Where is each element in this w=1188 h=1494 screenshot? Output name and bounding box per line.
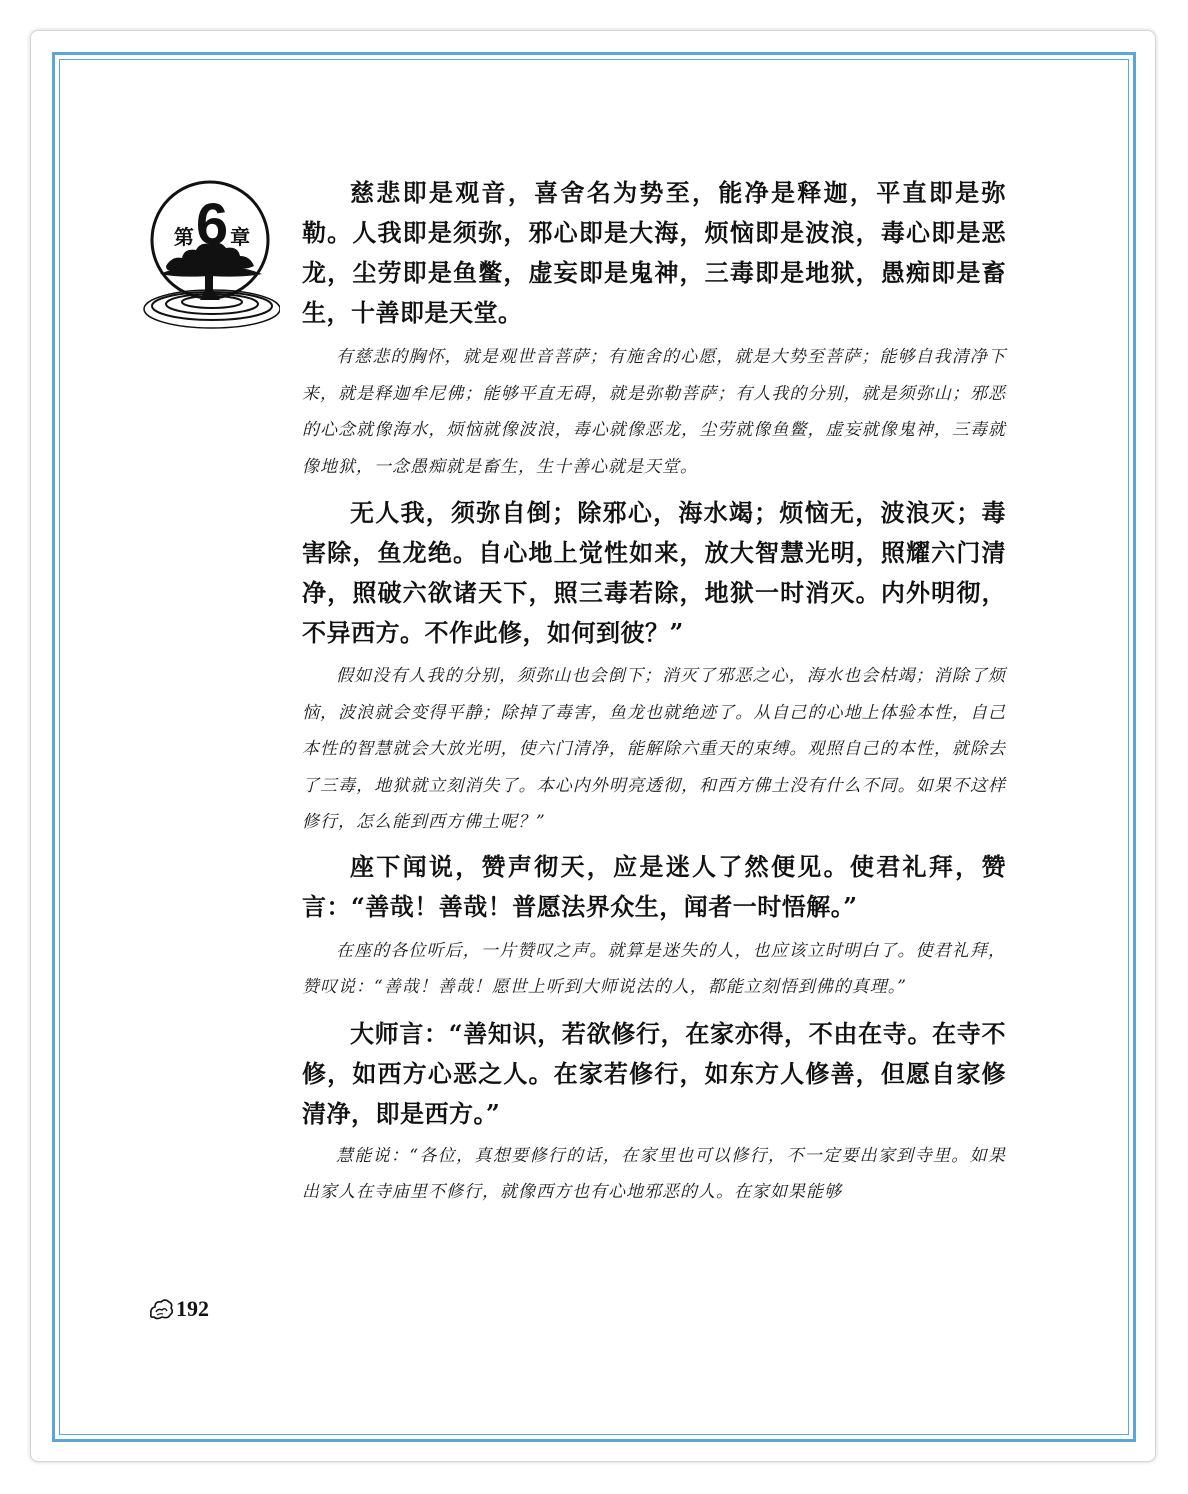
page-number: 192 <box>176 1296 209 1321</box>
chapter-suffix: 章 <box>230 225 251 249</box>
page-body <box>302 173 1006 1218</box>
cloud-ornament-icon <box>148 1296 174 1322</box>
page-footer <box>148 1296 209 1322</box>
original-text-paragraph: 慈悲即是观音，喜舍名为势至，能净是释迦，平直即是弥勒。人我即是须弥，邪心即是大海，烦恼即是波浪，毒心即是恶龙，尘劳即是鱼鳖，虚妄即是鬼神，三毒即是地狱，愚痴即是畜生，十善即是天堂。 <box>302 178 1006 327</box>
translation-paragraph: 慧能说：“各位，真想要修行的话，在家里也可以修行，不一定要出家到寺里。如果出家人在寺庙里不修行，就像西方也有心地邪恶的人。在家如果能够 <box>302 1145 1006 1202</box>
original-text-paragraph: 大师言：“善知识，若欲修行，在家亦得，不由在寺。在寺不修，如西方心恶之人。在家若修行，如东方人修善，但愿自家修清净，即是西方。” <box>302 1018 1006 1128</box>
chapter-prefix: 第 <box>173 225 194 249</box>
original-text-paragraph: 无人我，须弥自倒；除邪心，海水竭；烦恼无，波浪灭；毒害除，鱼龙绝。自心地上觉性如来，放大智慧光明，照耀六门清净，照破六欲诸天下，照三毒若除，地狱一时消灭。内外明彻，不异西方。不作此修，如何到彼？” <box>302 498 1006 647</box>
translation-paragraph: 有慈悲的胸怀，就是观世音菩萨；有施舍的心愿，就是大势至菩萨；能够自我清净下来，就是释迦牟尼佛；能够平直无碍，就是弥勒菩萨；有人我的分别，就是须弥山；邪恶的心念就像海水，烦恼就像波浪，毒心就像恶龙，尘劳就像鱼鳖，虚妄就像鬼神，三毒就像地狱，一念愚痴就是畜生，生十善心就是天堂。 <box>302 347 1006 477</box>
chapter-number: 6 <box>195 192 229 257</box>
original-text-paragraph: 座下闻说，赞声彻天，应是迷人了然便见。使君礼拜，赞言：“善哉！善哉！普愿法界众生，闻者一时悟解。” <box>302 851 1006 921</box>
translation-paragraph: 在座的各位听后，一片赞叹之声。就算是迷失的人，也应该立时明白了。使君礼拜，赞叹说：“善哉！善哉！愿世上听到大师说法的人，都能立刻悟到佛的真理。” <box>302 940 1006 997</box>
translation-paragraph: 假如没有人我的分别，须弥山也会倒下；消灭了邪恶之心，海水也会枯竭；消除了烦恼，波浪就会变得平静；除掉了毒害，鱼龙也就绝迹了。从自己的心地上体验本性，自己本性的智慧就会大放光明，使六门清净，能解除六重天的束缚。观照自己的本性，就除去了三毒，地狱就立刻消失了。本心内外明亮透彻，和西方佛土没有什么不同。如果不这样修行，怎么能到西方佛土呢？” <box>302 666 1006 832</box>
chapter-label <box>160 192 264 257</box>
